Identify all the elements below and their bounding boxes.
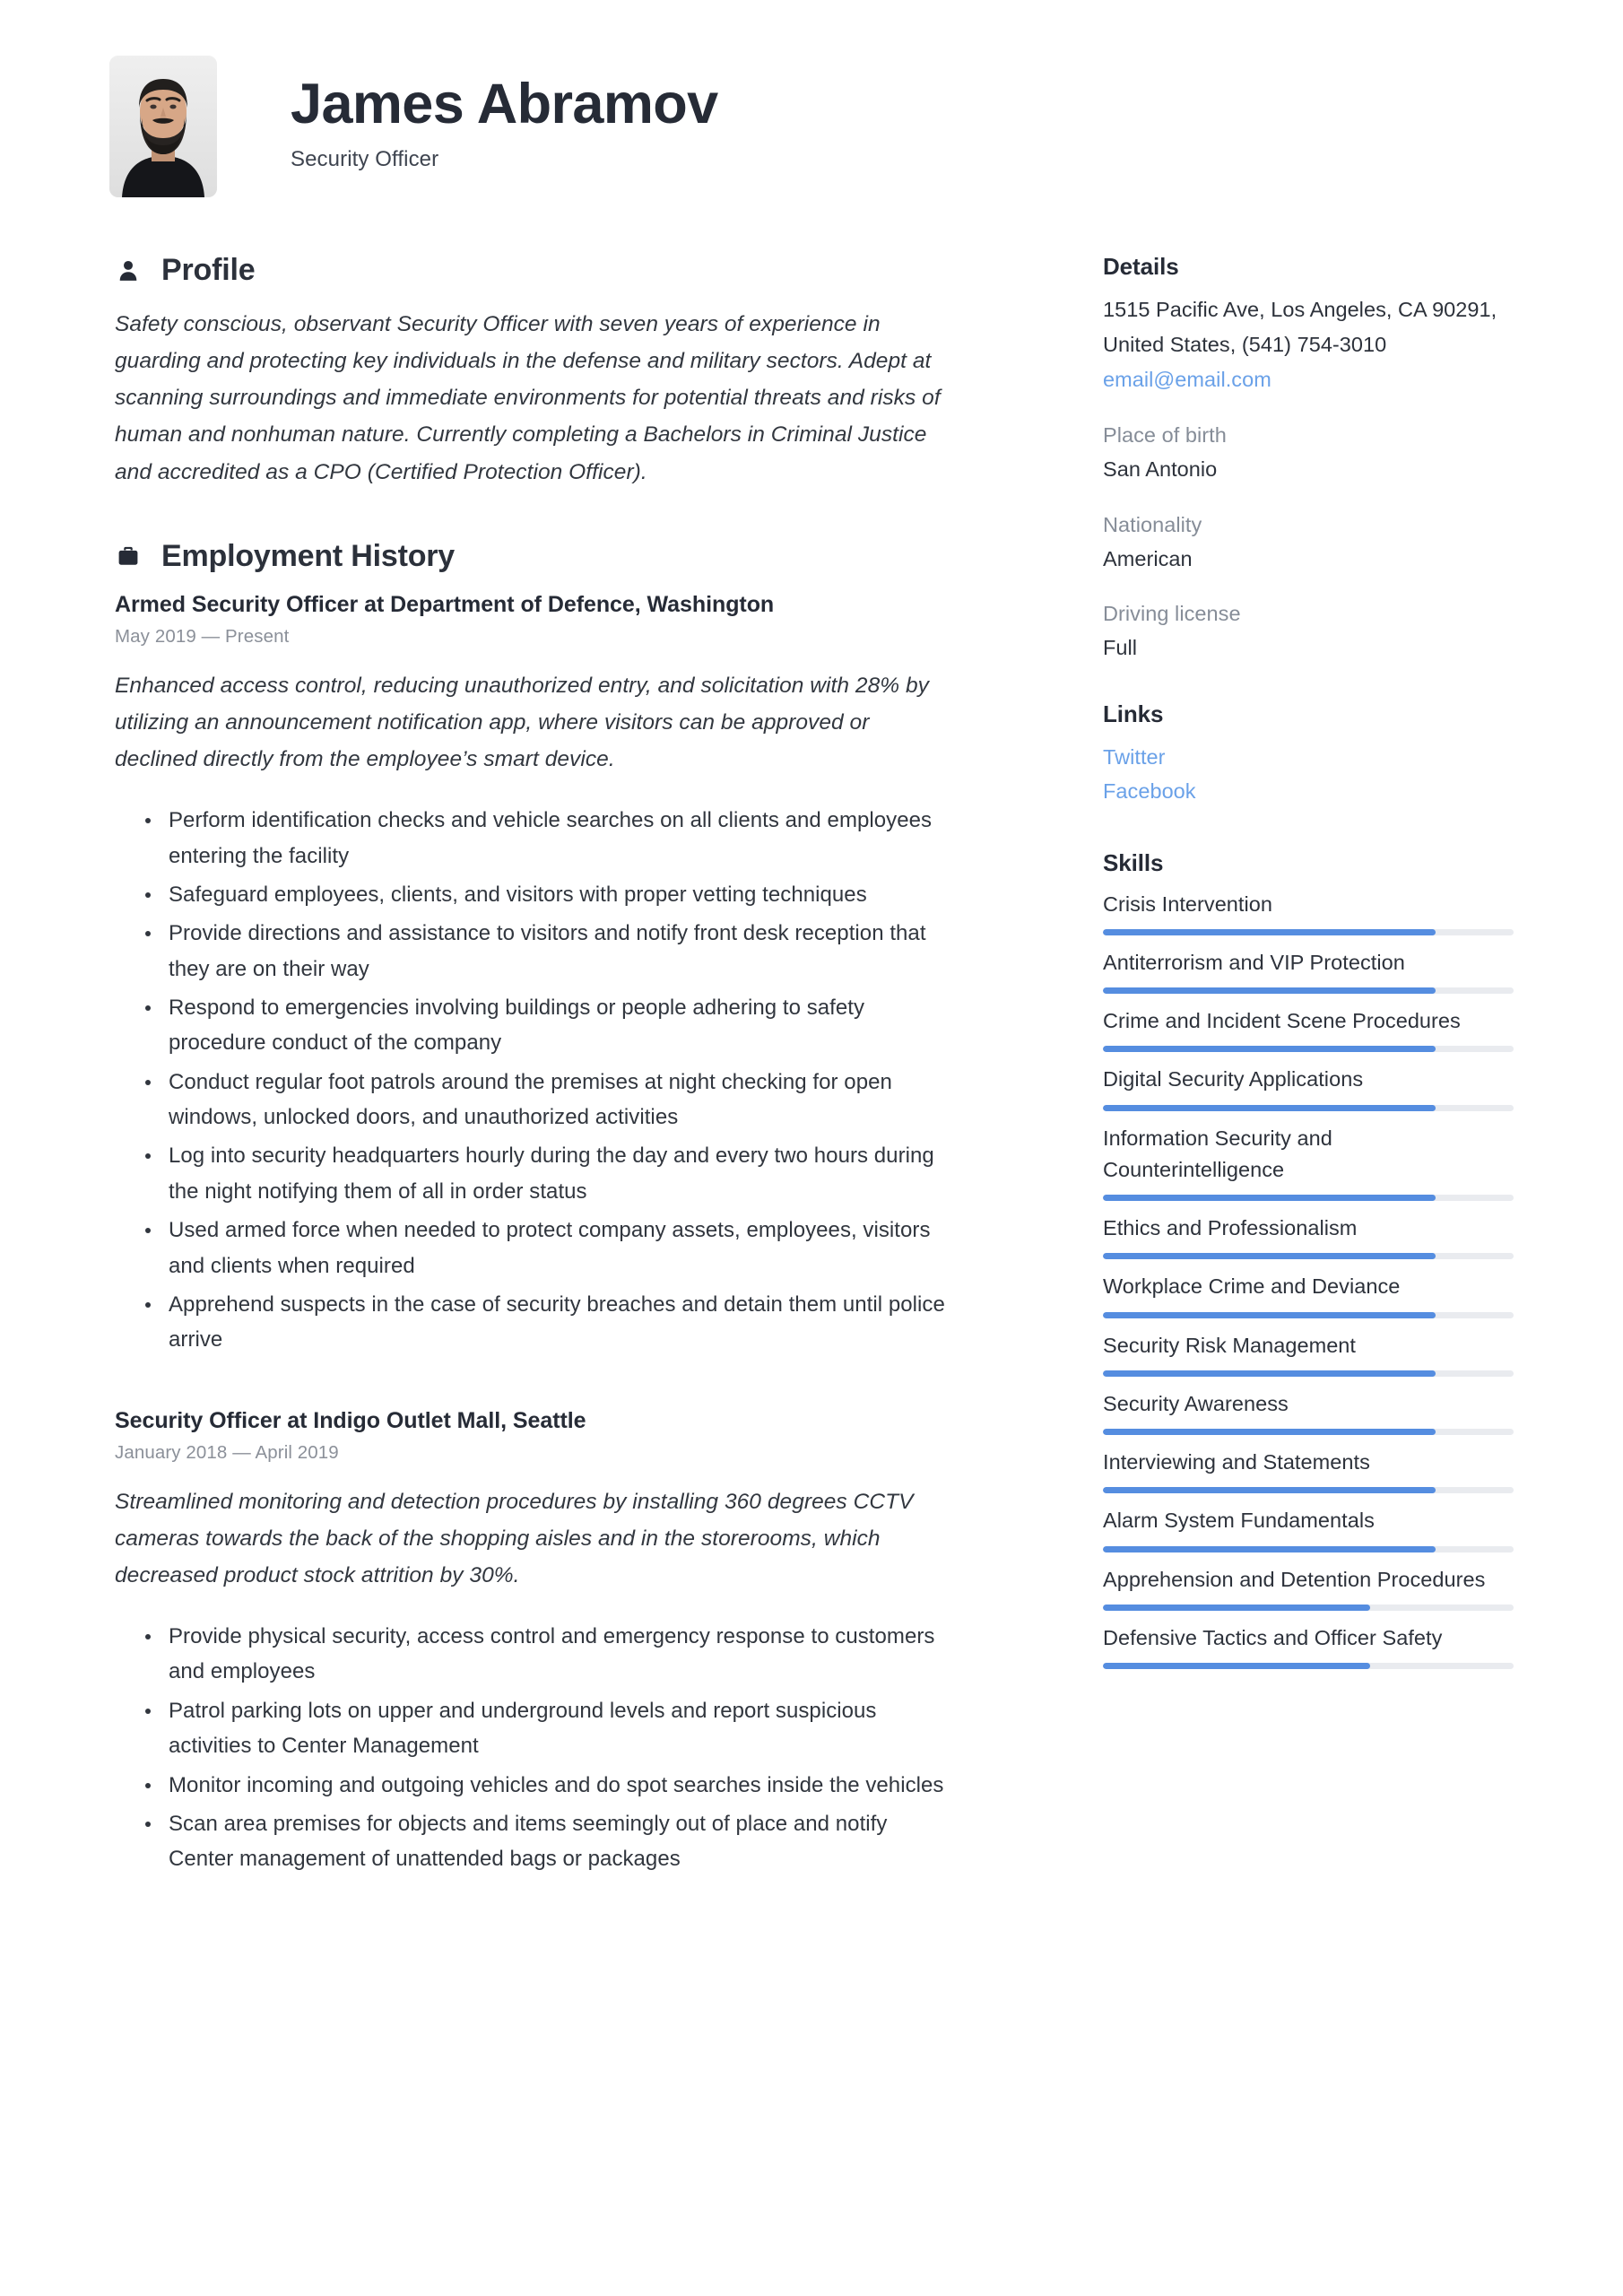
- skill-level-fill: [1103, 1487, 1436, 1493]
- skill-level-track: [1103, 1429, 1514, 1435]
- skill-item: [1103, 1388, 1514, 1435]
- employment-summary: Enhanced access control, reducing unauthorized entry, and solicitation with 28% by utilizing an announcement notification app, where visitors can be approved or declined directly from the employee’s smart device.: [115, 673, 929, 772]
- section-title-profile: Profile: [161, 253, 256, 287]
- main-column: [0, 253, 1006, 1881]
- page-title: James Abramov: [291, 73, 718, 135]
- skill-item: [1103, 1505, 1514, 1552]
- skill-label: Alarm System Fundamentals: [1103, 1509, 1375, 1533]
- skill-label: Crisis Intervention: [1103, 891, 1273, 916]
- skill-level-fill: [1103, 1105, 1436, 1111]
- section-title-employment: Employment History: [161, 538, 456, 573]
- skill-level-fill: [1103, 1370, 1436, 1377]
- skill-label: Information Security and Counterintelligence: [1103, 1126, 1332, 1181]
- skill-label: Interviewing and Statements: [1103, 1450, 1370, 1474]
- skill-level-track: [1103, 1253, 1514, 1259]
- employment-role: Armed Security Officer at Department of Defence, Washington: [115, 591, 775, 617]
- list-item: Safeguard employees, clients, and visitors with proper vetting techniques: [135, 877, 954, 912]
- skill-item: [1103, 1005, 1514, 1052]
- employment-entry: [115, 592, 954, 1358]
- skill-level-track: [1103, 1546, 1514, 1552]
- list-item: Apprehend suspects in the case of security breaches and detain them until police arrive: [135, 1287, 954, 1358]
- skill-level-track: [1103, 1663, 1514, 1669]
- skill-level-track: [1103, 1195, 1514, 1201]
- skill-item: [1103, 1213, 1514, 1259]
- list-item: Conduct regular foot patrols around the premises at night checking for open windows, unlocked doors, and unauthorized activities: [135, 1065, 954, 1135]
- skill-level-track: [1103, 929, 1514, 935]
- skill-level-track: [1103, 1605, 1514, 1611]
- skill-level-track: [1103, 1370, 1514, 1377]
- list-item: Monitor incoming and outgoing vehicles and do spot searches inside the vehicles: [135, 1768, 954, 1803]
- skill-item: [1103, 889, 1514, 935]
- skill-level-fill: [1103, 1195, 1436, 1201]
- email-link[interactable]: email@email.com: [1103, 368, 1271, 391]
- employment-role: Security Officer at Indigo Outlet Mall, Seattle: [115, 1407, 586, 1433]
- skill-item: [1103, 947, 1514, 994]
- employment-dates: May 2019 — Present: [115, 625, 290, 647]
- sidebar-column: [1006, 253, 1623, 1681]
- employment-entry: [115, 1408, 954, 1877]
- resume-header: [0, 0, 1623, 197]
- name-block: [217, 56, 718, 172]
- detail-label: Place of birth: [1103, 423, 1227, 448]
- avatar: [109, 56, 217, 197]
- skill-label: Digital Security Applications: [1103, 1067, 1364, 1091]
- list-item: Scan area premises for objects and items seemingly out of place and notify Center management of unattended bags or packages: [135, 1806, 954, 1877]
- skill-item: [1103, 1564, 1514, 1611]
- skill-item: [1103, 1271, 1514, 1318]
- section-title-skills: Skills: [1103, 848, 1164, 876]
- detail-value: San Antonio: [1103, 457, 1218, 482]
- list-item: Perform identification checks and vehicle searches on all clients and employees entering the facility: [135, 803, 954, 874]
- detail-field: [1103, 598, 1514, 665]
- employment-bullets: [115, 1619, 954, 1877]
- skill-level-fill: [1103, 1663, 1370, 1669]
- skill-level-track: [1103, 987, 1514, 994]
- skill-level-fill: [1103, 1253, 1436, 1259]
- section-title-links: Links: [1103, 700, 1164, 727]
- skill-label: Defensive Tactics and Officer Safety: [1103, 1625, 1443, 1649]
- content-columns: [0, 197, 1623, 1881]
- address-text: 1515 Pacific Ave, Los Angeles, CA 90291, United States, (541) 754-3010: [1103, 298, 1497, 356]
- list-item: Patrol parking lots on upper and underground levels and report suspicious activities to Center Management: [135, 1693, 954, 1764]
- links-section: [1103, 700, 1514, 808]
- person-icon: [115, 257, 142, 284]
- employment-summary: Streamlined monitoring and detection procedures by installing 360 degrees CCTV cameras towards the back of the shopping aisles and in the storerooms, which decreased product stock attrition by 30%.: [115, 1489, 914, 1587]
- list-item: Provide directions and assistance to visitors and notify front desk reception that they are on their way: [135, 916, 954, 987]
- skill-label: Security Risk Management: [1103, 1333, 1357, 1357]
- skill-level-track: [1103, 1487, 1514, 1493]
- briefcase-icon: [115, 543, 142, 570]
- skill-level-fill: [1103, 1429, 1436, 1435]
- skill-level-track: [1103, 1312, 1514, 1318]
- skill-item: [1103, 1064, 1514, 1110]
- skill-label: Security Awareness: [1103, 1391, 1289, 1415]
- list-item: Used armed force when needed to protect company assets, employees, visitors and clients when required: [135, 1213, 954, 1283]
- skills-list: [1103, 889, 1514, 1670]
- detail-field: [1103, 420, 1514, 486]
- skill-label: Workplace Crime and Deviance: [1103, 1274, 1401, 1299]
- skill-label: Crime and Incident Scene Procedures: [1103, 1009, 1461, 1033]
- skill-item: [1103, 1447, 1514, 1493]
- section-profile-header: [115, 253, 954, 288]
- skill-label: Antiterrorism and VIP Protection: [1103, 950, 1405, 974]
- skills-section: [1103, 849, 1514, 1670]
- section-title-details: Details: [1103, 253, 1179, 280]
- section-employment-header: [115, 539, 954, 574]
- skill-level-track: [1103, 1046, 1514, 1052]
- skill-level-track: [1103, 1105, 1514, 1111]
- skill-level-fill: [1103, 1312, 1436, 1318]
- skill-level-fill: [1103, 1046, 1436, 1052]
- link-twitter[interactable]: Twitter: [1103, 744, 1166, 769]
- detail-label: Driving license: [1103, 602, 1241, 626]
- skill-level-fill: [1103, 987, 1436, 994]
- detail-label: Nationality: [1103, 512, 1202, 536]
- skill-level-fill: [1103, 929, 1436, 935]
- skill-level-fill: [1103, 1546, 1436, 1552]
- skill-item: [1103, 1622, 1514, 1669]
- skill-item: [1103, 1123, 1514, 1202]
- profile-text: Safety conscious, observant Security Officer with seven years of experience in guarding and protecting key individuals in the defense and military sectors. Adept at scanning surroundings and immediate environments for potential threats and risks of human and nonhuman nature. Currently completing a Bachelors in Criminal Justice and accredited as a CPO (Certified Protection Officer).: [115, 312, 941, 484]
- list-item: Respond to emergencies involving buildings or people adhering to safety procedure conduct of the company: [135, 990, 954, 1061]
- job-title: Security Officer: [291, 146, 439, 171]
- skill-label: Apprehension and Detention Procedures: [1103, 1567, 1486, 1591]
- portrait-photo-icon: [109, 56, 217, 197]
- list-item: Provide physical security, access control and emergency response to customers and employees: [135, 1619, 954, 1690]
- detail-value: American: [1103, 546, 1193, 570]
- detail-value: Full: [1103, 636, 1138, 660]
- details-section: [1103, 253, 1514, 665]
- employment-bullets: [115, 803, 954, 1357]
- skill-level-fill: [1103, 1605, 1370, 1611]
- list-item: Log into security headquarters hourly during the day and every two hours during the night notifying them of all in order status: [135, 1138, 954, 1209]
- skill-label: Ethics and Professionalism: [1103, 1216, 1358, 1240]
- skill-item: [1103, 1330, 1514, 1377]
- detail-field: [1103, 509, 1514, 576]
- employment-dates: January 2018 — April 2019: [115, 1441, 339, 1463]
- link-facebook[interactable]: Facebook: [1103, 778, 1196, 803]
